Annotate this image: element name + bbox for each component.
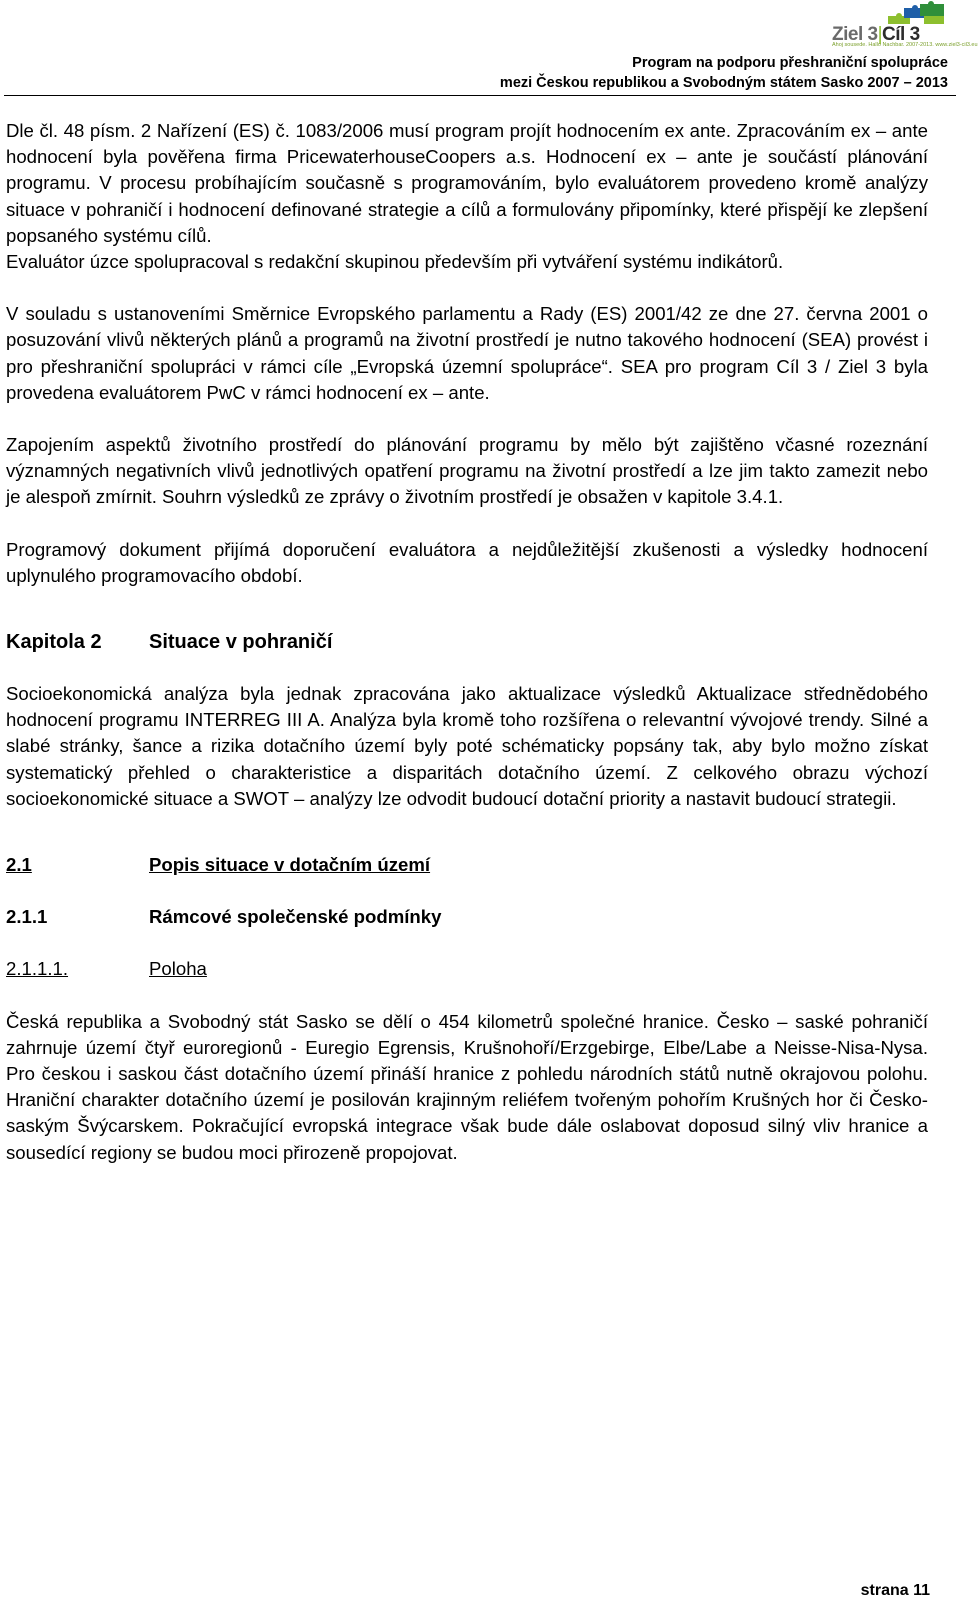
chapter-title: Situace v pohraničí bbox=[149, 631, 333, 654]
section-heading-2-1-1 bbox=[6, 904, 928, 930]
subsubsection-number: 2.1.1.1. bbox=[6, 958, 69, 980]
paragraph-socioeconomic: Socioekonomická analýza byla jednak zpracována jako aktualizace výsledků Aktualizace střednědobého hodnocení programu INTERREG III A. Analýza byla kromě toho rozšířena o relevantní vývojové trendy. Silné a slabé stránky, šance a rizika dotačního území byly poté schématicky popsány tak, aby bylo možno získat systematický přehled o charakteristice a disparitách dotačního území. Z celkového obrazu výchozí socioekonomické situace a SWOT – analýzy lze odvodit budoucí dotační priority a nastavit budoucí strategii. bbox=[6, 683, 928, 809]
paragraph-sea: V souladu s ustanoveními Směrnice Evropského parlamentu a Rady (ES) 2001/42 ze dne 27. června 2001 o posuzování vlivů některých plánů a programů na životní prostředí je nutno takového hodnocení (SEA) provést i pro přeshraniční spolupráci v rámci cíle „Evropská územní spolupráce“. SEA pro program Cíl 3 / Ziel 3 byla provedena evaluátorem PwC v rámci hodnocení ex – ante. bbox=[6, 303, 928, 403]
subsection-number: 2.1.1 bbox=[6, 906, 48, 928]
subsubsection-title: Poloha bbox=[149, 958, 207, 980]
puzzle-icon bbox=[886, 2, 946, 26]
section-heading-2-1-1-1 bbox=[6, 956, 928, 982]
logo-tagline: Ahoj sousede. Hallo Nachbar. 2007-2013. www.ziel3-cil3.eu bbox=[832, 42, 978, 48]
header-title-line1: Program na podporu přeshraniční spolupráce bbox=[632, 55, 948, 71]
logo-separator: | bbox=[877, 24, 883, 45]
page-number: strana 11 bbox=[860, 1582, 930, 1599]
logo-ziel-text: Ziel 3 bbox=[832, 24, 878, 45]
subsection-title: Rámcové společenské podmínky bbox=[149, 906, 442, 928]
section-heading-2-1 bbox=[6, 852, 928, 878]
ziel3-cil3-logo bbox=[828, 2, 978, 48]
paragraph-environment: Zapojením aspektů životního prostředí do plánování programu by mělo být zajištěno včasné rozeznání významných negativních vlivů jednotlivých opatření programu na životní prostředí a lze jim takto zamezit nebo je alespoň zmírnit. Souhrn výsledků ze zprávy o životním prostředí je obsažen v kapitole 3.4.1. bbox=[6, 434, 928, 508]
header-title-line2: mezi Českou republikou a Svobodným státem Sasko 2007 – 2013 bbox=[499, 75, 948, 91]
section-title: Popis situace v dotačním území bbox=[149, 854, 431, 876]
chapter-heading bbox=[6, 629, 928, 655]
paragraph-recommendations: Programový dokument přijímá doporučení evaluátora a nejdůležitější zkušenosti a výsledky hodnocení uplynulého programovacího období. bbox=[6, 538, 928, 586]
paragraph-ex-ante: Dle čl. 48 písm. 2 Nařízení (ES) č. 1083/2006 musí program projít hodnocením ex ante. Zpracováním ex – ante hodnocení byla pověřena firma PricewaterhouseCoopers a.s. Hodnocení ex – ante je součástí plánování programu. V procesu probíhajícím současně s programováním, bylo evaluátorem provedeno kromě analýzy situace v pohraničí i hodnocení definované strategie a cílů a formulovány připomínky, které přispějí ke zlepšení popsaného systému cílů. bbox=[6, 120, 928, 246]
chapter-number: Kapitola 2 bbox=[6, 631, 102, 654]
header-divider bbox=[4, 95, 956, 96]
paragraph-location: Česká republika a Svobodný stát Sasko se dělí o 454 kilometrů společné hranice. Česko – saské pohraničí zahrnuje území čtyř euroregionů - Euregio Egrensis, Krušnohoří/Erzgebirge, Elbe/Labe a Neisse-Nisa-Nysa. Pro českou i saskou část dotačního území přináší hranice z pohledu národních států nutně okrajovou polohu. Hraniční charakter dotačního území je posilován krajinným reliéfem tvořeným pohořím Krušných hor či Česko-saským Švýcarskem. Pokračující evropská integrace však bude dále oslabovat doposud silný vliv hranice a sousedící regiony se budou moci přirozeně propojovat. bbox=[6, 1010, 928, 1163]
section-number: 2.1 bbox=[6, 854, 32, 876]
page-header bbox=[0, 0, 978, 96]
logo-cil-text: Cíl 3 bbox=[882, 24, 920, 45]
document-body bbox=[6, 118, 928, 1166]
paragraph-evaluator: Evaluátor úzce spolupracoval s redakční skupinou především při vytváření systému indikátorů. bbox=[6, 251, 784, 273]
